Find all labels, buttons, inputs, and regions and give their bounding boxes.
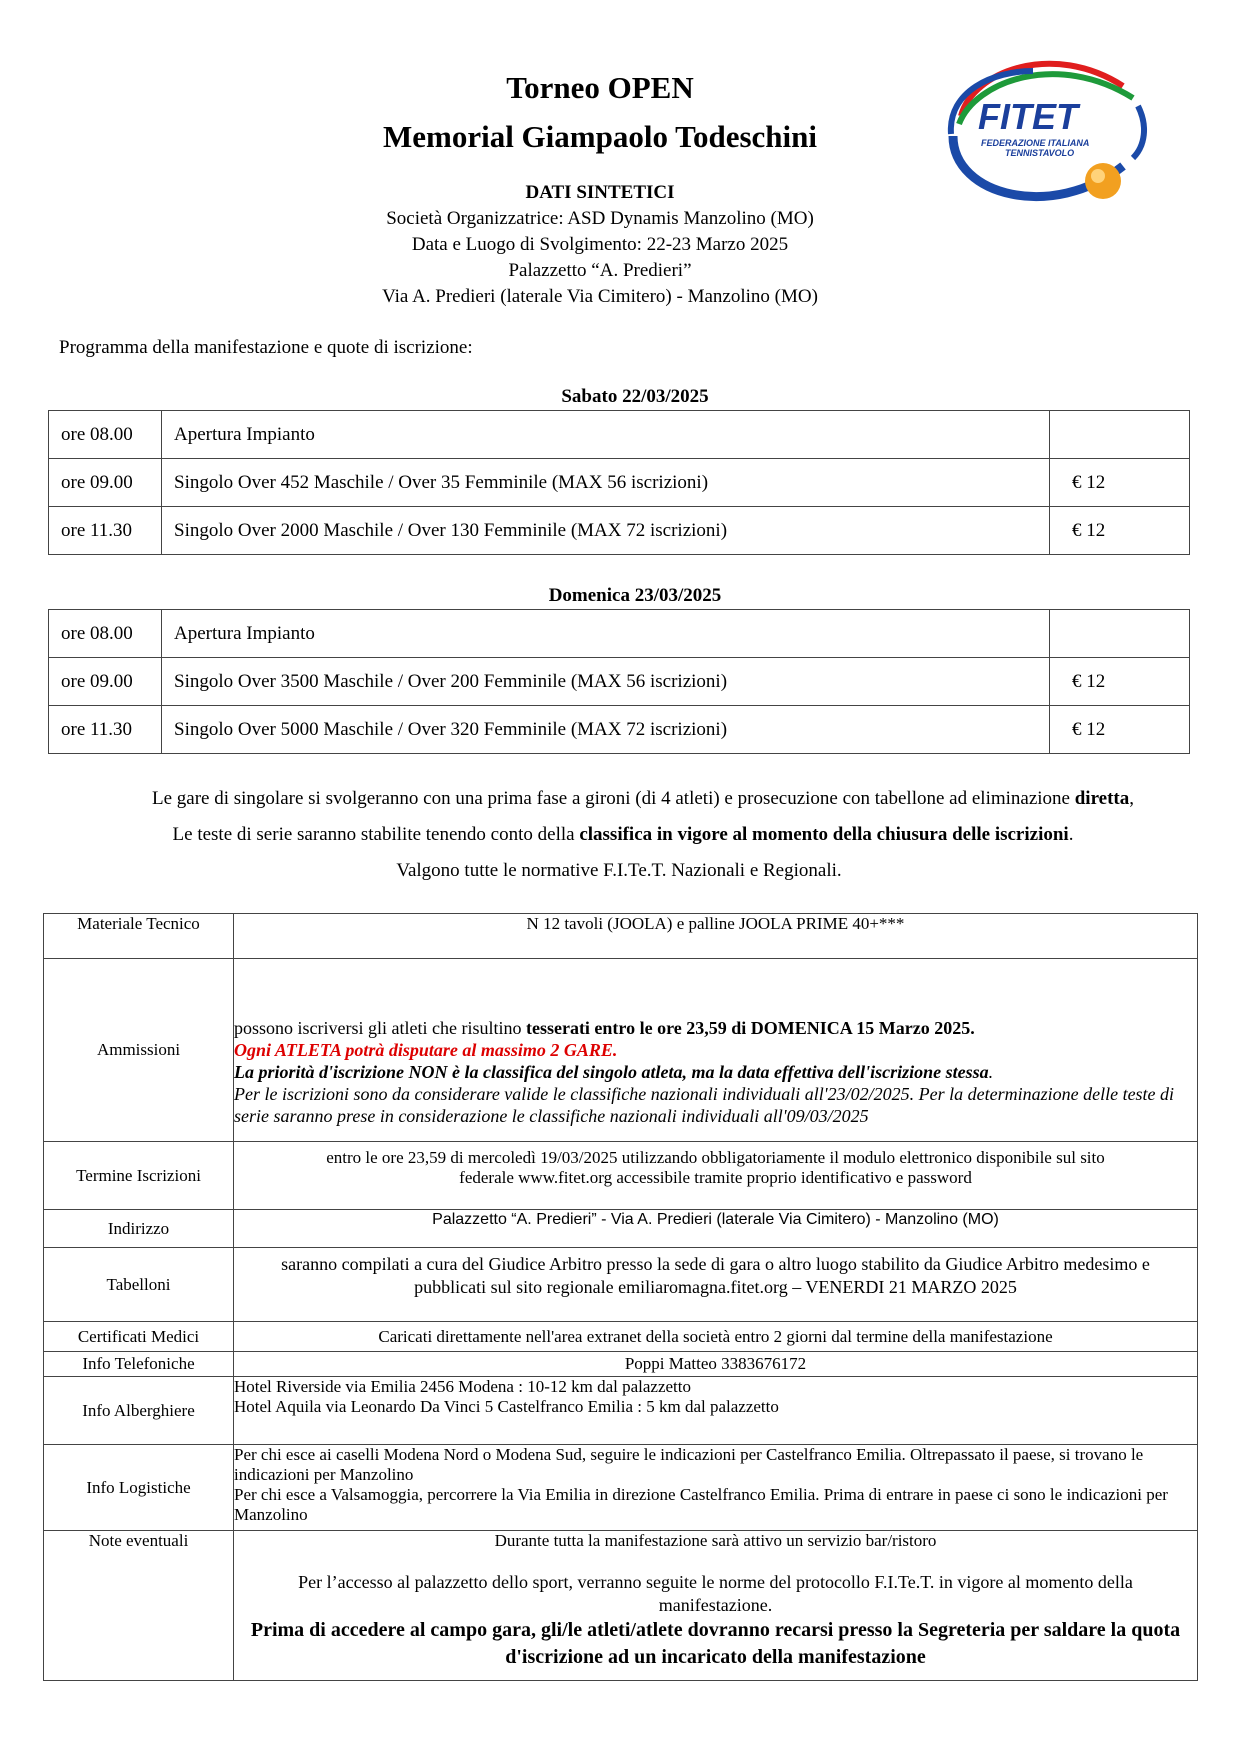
teste-end: .	[1068, 824, 1074, 845]
logo-sub2: TENNISTAVOLO	[1005, 148, 1075, 158]
schedule-table-domenica	[48, 609, 1190, 754]
fee-cell: € 12	[1050, 706, 1190, 754]
alberghiere-value	[234, 1377, 1198, 1445]
hotel-aquila: Hotel Aquila via Leonardo Da Vinci 5 Castelfranco Emilia : 5 km dal palazzetto	[234, 1397, 779, 1416]
table-row	[49, 610, 1190, 658]
certificati-label: Certificati Medici	[44, 1322, 234, 1352]
data-luogo: Data e Luogo di Svolgimento: 22-23 Marzo 2025	[411, 234, 789, 255]
table-row	[49, 658, 1190, 706]
event-cell: Apertura Impianto	[162, 610, 1050, 658]
time-cell: ore 09.00	[49, 658, 162, 706]
event-cell: Singolo Over 452 Maschile / Over 35 Femminile (MAX 56 iscrizioni)	[162, 459, 1050, 507]
memorial-title: Memorial Giampaolo Todeschini	[382, 119, 818, 154]
materiale-value: N 12 tavoli (JOOLA) e palline JOOLA PRIME 40+***	[234, 914, 1198, 959]
materiale-label: Materiale Tecnico	[44, 914, 234, 959]
termine-label: Termine Iscrizioni	[44, 1142, 234, 1210]
hotel-riverside: Hotel Riverside via Emilia 2456 Modena : 10-12 km dal palazzetto	[234, 1377, 691, 1396]
table-row	[44, 1531, 1198, 1681]
table-row	[44, 1142, 1198, 1210]
normative-note: Valgono tutte le normative F.I.Te.T. Nazionali e Regionali.	[396, 860, 842, 881]
ammissioni-label: Ammissioni	[44, 959, 234, 1142]
telefoniche-value: Poppi Matteo 3383676172	[234, 1352, 1198, 1377]
event-cell: Singolo Over 3500 Maschile / Over 200 Femminile (MAX 56 iscrizioni)	[162, 658, 1050, 706]
certificati-value: Caricati direttamente nell'area extranet della società entro 2 giorni dal termine della manifestazione	[234, 1322, 1198, 1352]
schedule-table-sabato	[48, 410, 1190, 555]
societa-organizzatrice: Società Organizzatrice: ASD Dynamis Manzolino (MO)	[386, 208, 814, 229]
day-heading-domenica: Domenica 23/03/2025	[548, 585, 722, 606]
table-row	[44, 914, 1198, 959]
table-row	[44, 1352, 1198, 1377]
table-row	[49, 706, 1190, 754]
note-line2: Per l’accesso al palazzetto dello sport, verranno seguite le norme del protocollo F.I.Te.T. in vigore al momento della manifestazione.	[298, 1572, 1133, 1615]
sintetici-heading: DATI SINTETICI	[525, 182, 675, 203]
time-cell: ore 08.00	[49, 610, 162, 658]
table-row	[44, 1377, 1198, 1445]
ammissioni-line2: Ogni ATLETA potrà disputare al massimo 2 GARE.	[234, 1040, 618, 1060]
info-table	[43, 913, 1198, 1681]
teste-text: Le teste di serie saranno stabilite tenendo conto della	[172, 824, 580, 845]
termine-line2: federale www.fitet.org accessibile tramite proprio identificativo e password	[459, 1168, 972, 1187]
programma-label: Programma della manifestazione e quote di iscrizione:	[59, 337, 473, 358]
gare-text: Le gare di singolare si svolgeranno con una prima fase a gironi (di 4 atleti) e prosecuzione con tabellone ad eliminazione	[151, 788, 1075, 809]
ammissioni-line1-bold: tesserati entro le ore 23,59 di DOMENICA 15 Marzo 2025.	[525, 1018, 975, 1038]
fee-cell: € 12	[1050, 459, 1190, 507]
logo-sub1: FEDERAZIONE ITALIANA	[981, 138, 1090, 148]
table-row	[44, 1210, 1198, 1248]
note-label: Note eventuali	[44, 1531, 234, 1681]
logistiche-line1: Per chi esce ai caselli Modena Nord o Modena Sud, seguire le indicazioni per Castelfranco Emilia. Oltrepassato il paese, si trovano le indicazioni per Manzolino	[234, 1445, 1144, 1484]
time-cell: ore 11.30	[49, 706, 162, 754]
fee-cell	[1050, 610, 1190, 658]
note-line1: Durante tutta la manifestazione sarà attivo un servizio bar/ristoro	[494, 1531, 937, 1550]
ammissioni-value	[234, 959, 1198, 1142]
gare-end: ,	[1129, 788, 1135, 809]
venue-address: Via A. Predieri (laterale Via Cimitero) - Manzolino (MO)	[382, 286, 818, 307]
logistiche-line2: Per chi esce a Valsamoggia, percorrere la Via Emilia in direzione Castelfranco Emilia. Prima di entrare in paese ci sono le indicazioni per Manzolino	[234, 1485, 1168, 1524]
table-row	[49, 411, 1190, 459]
ammissioni-line1-text: possono iscriversi gli atleti che risultino	[234, 1018, 526, 1038]
time-cell: ore 08.00	[49, 411, 162, 459]
fee-cell: € 12	[1050, 507, 1190, 555]
table-row	[49, 459, 1190, 507]
note-value	[234, 1531, 1198, 1681]
fee-cell	[1050, 411, 1190, 459]
logo-wordmark: FITET	[978, 96, 1078, 137]
ammissioni-line3	[234, 1061, 1197, 1083]
ammissioni-line3-text: La priorità d'iscrizione NON è la classifica del singolo atleta, ma la data effettiva dell'iscrizione stessa	[234, 1062, 989, 1082]
logistiche-label: Info Logistiche	[44, 1445, 234, 1531]
ammissioni-line1	[234, 1017, 1197, 1039]
gare-note	[48, 788, 1238, 810]
teste-note	[48, 824, 1198, 846]
note-line3: Prima di accedere al campo gara, gli/le atleti/atlete dovranno recarsi presso la Segreteria per saldare la quota d'iscrizione ad un incaricato della manifestazione	[250, 1619, 1181, 1668]
table-row	[44, 1322, 1198, 1352]
tournament-title: Torneo OPEN	[506, 70, 694, 105]
logistiche-value	[234, 1445, 1198, 1531]
event-cell: Apertura Impianto	[162, 411, 1050, 459]
table-row	[44, 959, 1198, 1142]
dati-sintetici	[0, 180, 1200, 310]
palazzetto: Palazzetto “A. Predieri”	[508, 260, 692, 281]
indirizzo-label: Indirizzo	[44, 1210, 234, 1248]
indirizzo-value: Palazzetto “A. Predieri” - Via A. Predieri (laterale Via Cimitero) - Manzolino (MO)	[234, 1210, 1198, 1248]
termine-value	[234, 1142, 1198, 1210]
tabelloni-value: saranno compilati a cura del Giudice Arbitro presso la sede di gara o altro luogo stabilito da Giudice Arbitro medesimo e pubblicati sul sito regionale emiliaromagna.fitet.org – VENERDI 21 MARZO 2025	[234, 1248, 1198, 1322]
time-cell: ore 11.30	[49, 507, 162, 555]
event-cell: Singolo Over 5000 Maschile / Over 320 Femminile (MAX 72 iscrizioni)	[162, 706, 1050, 754]
day-heading-sabato: Sabato 22/03/2025	[561, 386, 709, 407]
event-cell: Singolo Over 2000 Maschile / Over 130 Femminile (MAX 72 iscrizioni)	[162, 507, 1050, 555]
telefoniche-label: Info Telefoniche	[44, 1352, 234, 1377]
gare-bold: diretta	[1074, 788, 1130, 809]
ammissioni-line3-end: .	[988, 1062, 994, 1082]
alberghiere-label: Info Alberghiere	[44, 1377, 234, 1445]
teste-bold: classifica in vigore al momento della chiusura delle iscrizioni	[579, 824, 1069, 845]
table-row	[44, 1248, 1198, 1322]
table-row	[49, 507, 1190, 555]
time-cell: ore 09.00	[49, 459, 162, 507]
ammissioni-line4: Per le iscrizioni sono da considerare valide le classifiche nazionali individuali all'23/02/2025. Per la determinazione delle teste di serie saranno prese in considerazione le classifiche nazionali individuali all'09/03/2025	[234, 1084, 1175, 1126]
termine-line1: entro le ore 23,59 di mercoledì 19/03/2025 utilizzando obbligatoriamente il modulo elettronico disponibile sul sito	[326, 1148, 1105, 1167]
tabelloni-label: Tabelloni	[44, 1248, 234, 1322]
table-row	[44, 1445, 1198, 1531]
fee-cell: € 12	[1050, 658, 1190, 706]
